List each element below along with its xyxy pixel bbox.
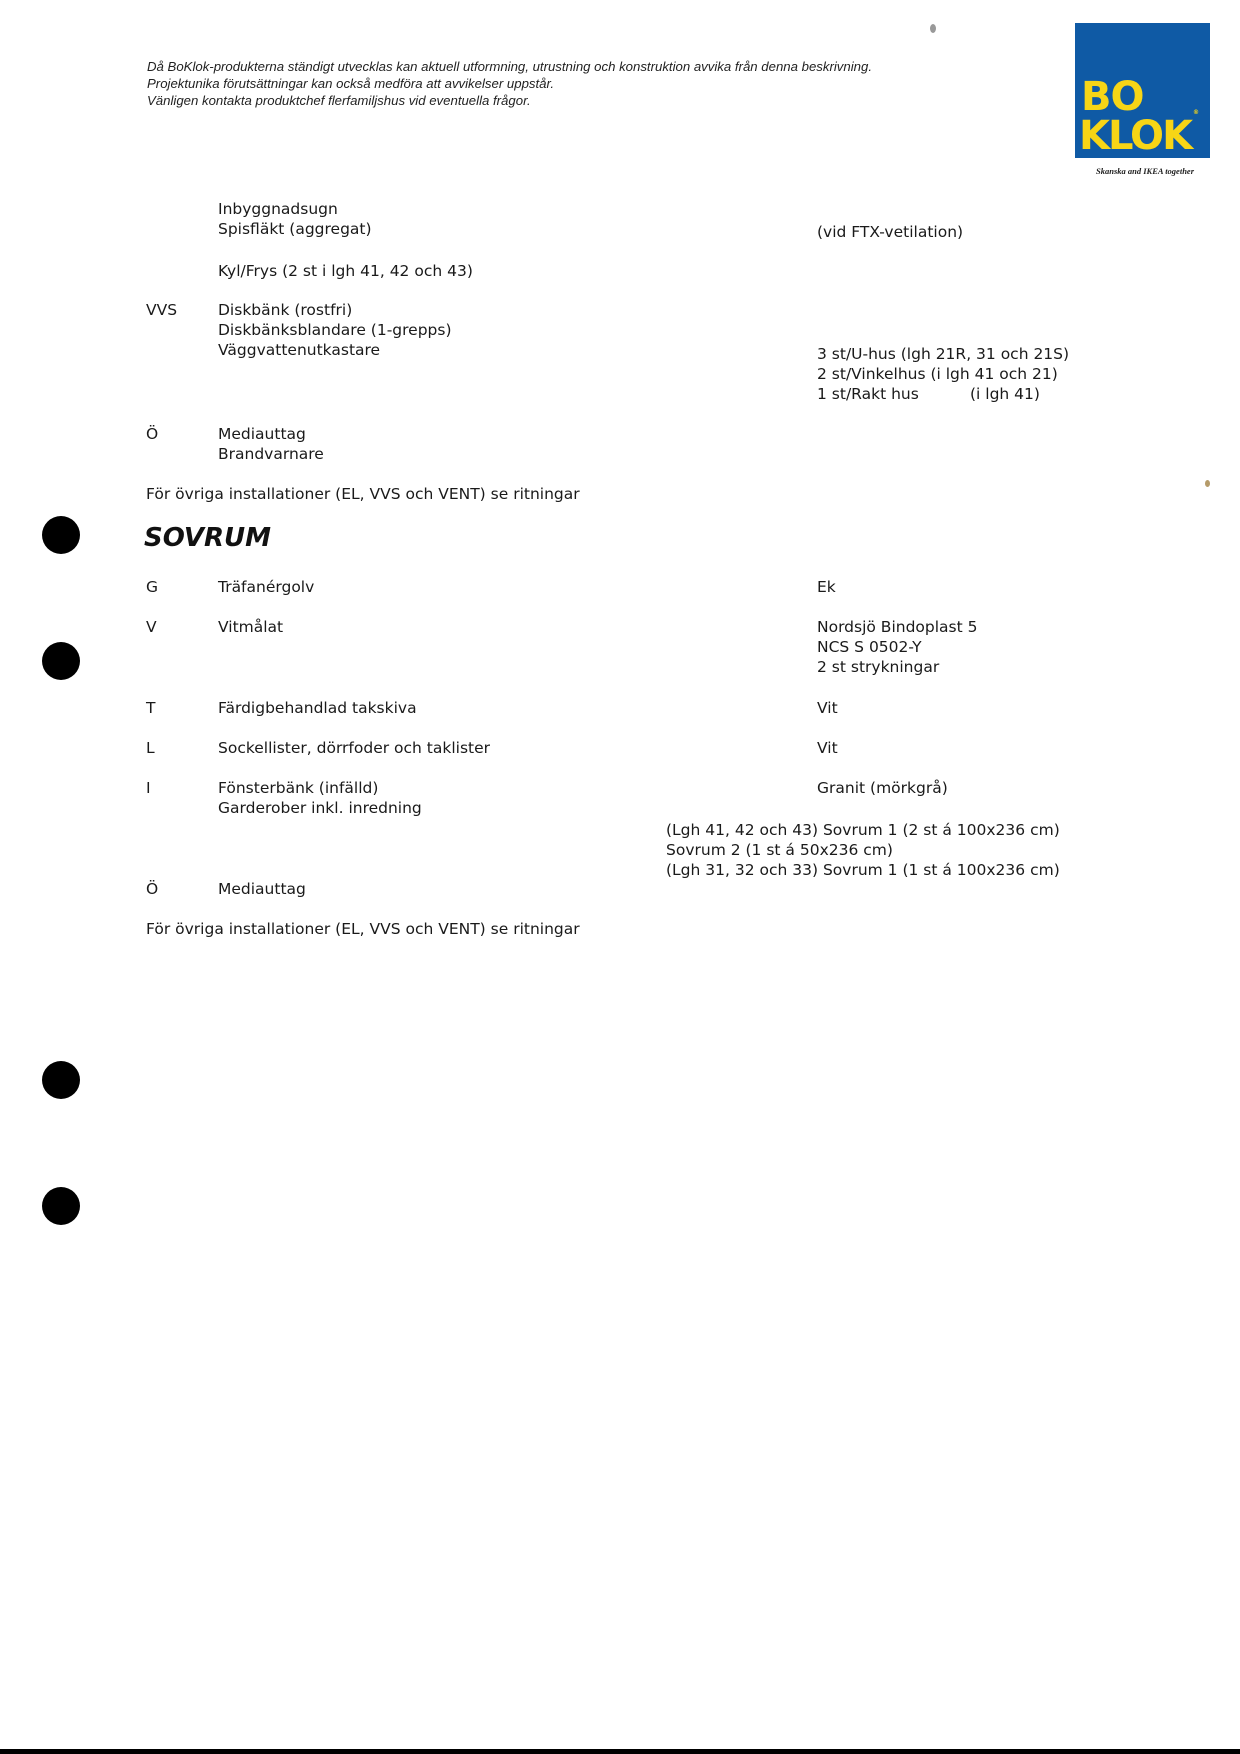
- trim-code: L: [146, 739, 155, 757]
- punch-hole: [42, 1187, 80, 1225]
- section-title: SOVRUM: [144, 523, 272, 553]
- interior-value: Granit (mörkgrå): [817, 779, 948, 797]
- scan-edge: [0, 1749, 1240, 1754]
- vvs-items: [218, 300, 452, 360]
- walls-values: [817, 617, 977, 677]
- ceiling-code: T: [146, 699, 156, 717]
- ceiling-value: Vit: [817, 699, 838, 717]
- appliances-note: (vid FTX-vetilation): [817, 223, 964, 241]
- media-code: Ö: [146, 880, 159, 898]
- vvs-note: 2 st/Vinkelhus (i lgh 41 och 21): [817, 365, 1058, 383]
- punch-hole: [42, 516, 80, 554]
- disclaimer-line: Projektunika förutsättningar kan också medföra att avvikelser uppstår.: [147, 76, 555, 91]
- fridge-item: Kyl/Frys (2 st i lgh 41, 42 och 43): [218, 262, 473, 280]
- vvs-item: Väggvattenutkastare: [218, 341, 381, 359]
- interior-item: Fönsterbänk (infälld): [218, 779, 379, 797]
- trademark-mark: ®: [1193, 109, 1199, 116]
- other-code: Ö: [146, 425, 159, 443]
- boklok-logo: [1075, 23, 1210, 158]
- floor-value: Ek: [817, 578, 836, 596]
- disclaimer-line: Vänligen kontakta produktchef flerfamiljshus vid eventuella frågor.: [147, 93, 531, 108]
- floor-code: G: [146, 578, 159, 596]
- logo-text-bo: BO: [1081, 74, 1144, 120]
- wardrobe-note: Sovrum 2 (1 st á 50x236 cm): [666, 841, 893, 859]
- punch-hole: [42, 1061, 80, 1099]
- appliance-item: Spisfläkt (aggregat): [218, 220, 372, 238]
- interior-code: I: [146, 779, 151, 797]
- vvs-item: Diskbänksblandare (1-grepps): [218, 321, 452, 339]
- other-item: Mediauttag: [218, 425, 306, 443]
- wardrobe-note: (Lgh 31, 32 och 33) Sovrum 1 (1 st á 100x236 cm): [666, 861, 1060, 879]
- appliances-list: [218, 199, 372, 239]
- bedroom-footer-note: För övriga installationer (EL, VVS och VENT) se ritningar: [146, 920, 580, 938]
- vvs-code: VVS: [146, 301, 178, 319]
- logo-tagline: Skanska and IKEA together: [1095, 166, 1194, 176]
- vvs-note-suffix: (i lgh 41): [970, 385, 1040, 403]
- disclaimer-line: Då BoKlok-produkterna ständigt utvecklas kan aktuell utformning, utrustning och konstruktion avvika från denna beskrivning.: [147, 59, 872, 74]
- walls-item: Vitmålat: [218, 618, 284, 636]
- other-items: [218, 424, 324, 464]
- vvs-note: 1 st/Rakt hus: [817, 385, 919, 403]
- scan-speck: [1205, 480, 1210, 487]
- ceiling-item: Färdigbehandlad takskiva: [218, 699, 417, 717]
- walls-value: Nordsjö Bindoplast 5: [817, 618, 978, 636]
- interior-items: [218, 778, 422, 818]
- trim-value: Vit: [817, 739, 838, 757]
- wardrobe-notes: [666, 820, 1060, 880]
- trim-item: Sockellister, dörrfoder och taklister: [218, 739, 491, 757]
- vvs-note: 3 st/U-hus (lgh 21R, 31 och 21S): [817, 345, 1070, 363]
- walls-code: V: [146, 618, 157, 636]
- walls-value: NCS S 0502-Y: [817, 638, 922, 656]
- interior-item: Garderober inkl. inredning: [218, 799, 422, 817]
- other-item: Brandvarnare: [218, 445, 324, 463]
- disclaimer: [147, 58, 872, 109]
- punch-hole: [42, 642, 80, 680]
- walls-value: 2 st strykningar: [817, 658, 940, 676]
- logo-text-klok: KLOK: [1079, 113, 1192, 159]
- media-item: Mediauttag: [218, 880, 306, 898]
- appliance-item: Inbyggnadsugn: [218, 200, 338, 218]
- vvs-item: Diskbänk (rostfri): [218, 301, 353, 319]
- kitchen-footer-note: För övriga installationer (EL, VVS och VENT) se ritningar: [146, 485, 580, 503]
- wardrobe-note: (Lgh 41, 42 och 43) Sovrum 1 (2 st á 100x236 cm): [666, 821, 1060, 839]
- floor-item: Träfanérgolv: [218, 578, 315, 596]
- scan-speck: [930, 24, 936, 33]
